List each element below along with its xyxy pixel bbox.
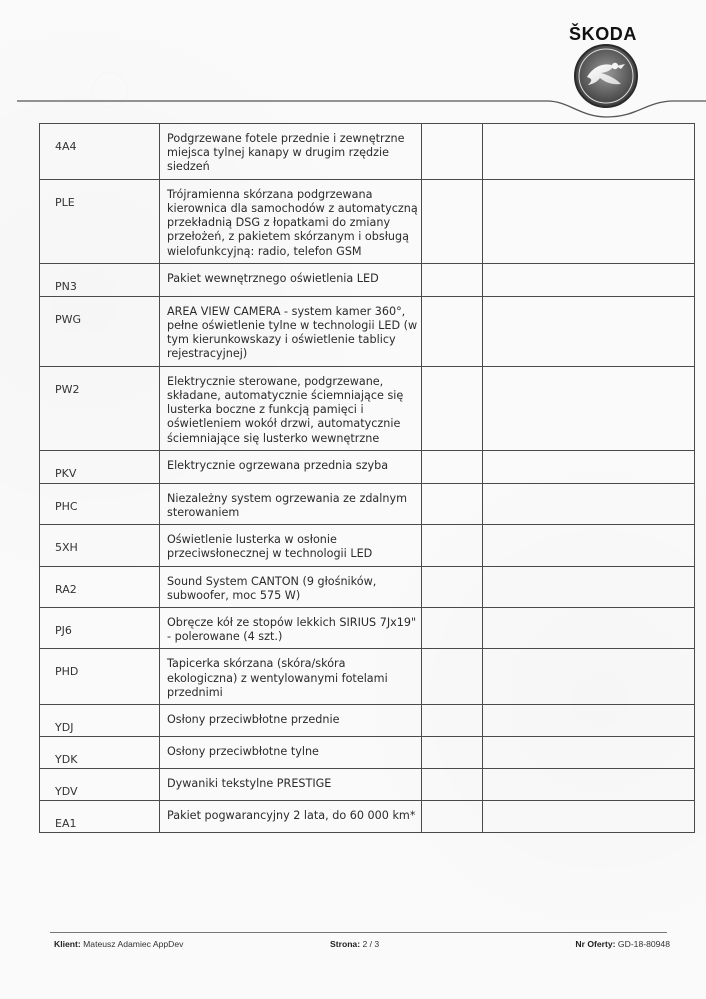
footer-offer-value: GD-18-80948 [617, 939, 670, 949]
option-description: Niezależny system ogrzewania ze zdalnym sterowaniem [160, 483, 422, 524]
option-description: Elektrycznie ogrzewana przednia szyba [160, 450, 422, 483]
empty-column-4 [483, 296, 695, 366]
table-row [40, 296, 695, 366]
option-description: Pakiet pogwarancyjny 2 lata, do 60 000 km* [160, 801, 422, 833]
table-row [40, 525, 695, 566]
equipment-table [39, 123, 695, 833]
empty-column-4 [483, 366, 695, 450]
empty-column-3 [422, 801, 483, 833]
option-code: 5XH [40, 525, 160, 566]
option-code: PJ6 [40, 608, 160, 649]
footer-page [330, 939, 379, 949]
option-code: YDJ [40, 705, 160, 737]
table-row [40, 705, 695, 737]
option-code: EA1 [40, 801, 160, 833]
table-row [40, 450, 695, 483]
option-code: PHD [40, 649, 160, 705]
empty-column-4 [483, 450, 695, 483]
option-description: Sound System CANTON (9 głośników, subwoofer, moc 575 W) [160, 566, 422, 607]
table-row [40, 566, 695, 607]
empty-column-3 [422, 769, 483, 801]
option-description: Obręcze kół ze stopów lekkich SIRIUS 7Jx19" - polerowane (4 szt.) [160, 608, 422, 649]
option-description: Dywaniki tekstylne PRESTIGE [160, 769, 422, 801]
footer-client-value: Mateusz Adamiec AppDev [83, 939, 184, 949]
option-code: PKV [40, 450, 160, 483]
option-description: Osłony przeciwbłotne tylne [160, 737, 422, 769]
empty-column-4 [483, 263, 695, 296]
empty-column-4 [483, 769, 695, 801]
table-row [40, 769, 695, 801]
option-description: Pakiet wewnętrznego oświetlenia LED [160, 263, 422, 296]
footer-offer [575, 939, 670, 949]
table-row [40, 649, 695, 705]
option-code: PHC [40, 483, 160, 524]
table-row [40, 608, 695, 649]
option-code: PWG [40, 296, 160, 366]
option-description: Trójramienna skórzana podgrzewana kierownica dla samochodów z automatyczną przekładnią DSG z łopatkami do zmiany przełożeń, z pakietem skórzanym i obsługą wielofunkcyjną: radio, telefon GSM [160, 179, 422, 263]
empty-column-3 [422, 737, 483, 769]
empty-column-4 [483, 801, 695, 833]
empty-column-4 [483, 737, 695, 769]
option-description: Oświetlenie lusterka w osłonie przeciwsłonecznej w technologii LED [160, 525, 422, 566]
empty-column-3 [422, 483, 483, 524]
option-code: RA2 [40, 566, 160, 607]
empty-column-3 [422, 296, 483, 366]
equipment-table-wrapper [39, 123, 668, 833]
table-row [40, 366, 695, 450]
empty-column-3 [422, 263, 483, 296]
empty-column-3 [422, 124, 483, 180]
empty-column-3 [422, 608, 483, 649]
option-code: PN3 [40, 263, 160, 296]
empty-column-4 [483, 566, 695, 607]
footer-offer-label: Nr Oferty: [575, 939, 616, 949]
empty-column-4 [483, 525, 695, 566]
footer-page-value: 2 / 3 [362, 939, 380, 949]
empty-column-3 [422, 649, 483, 705]
equipment-table-body [40, 124, 695, 833]
footer-divider [50, 932, 667, 933]
empty-column-3 [422, 179, 483, 263]
skoda-winged-arrow-icon [572, 42, 640, 110]
option-code: YDV [40, 769, 160, 801]
empty-column-4 [483, 608, 695, 649]
option-description: Elektrycznie sterowane, podgrzewane, składane, automatycznie ściemniające się lusterka boczne z funkcją pamięci i oświetleniem wokół drzwi, automatycznie ściemniające się lusterko wewnętrzne [160, 366, 422, 450]
table-row [40, 483, 695, 524]
empty-column-3 [422, 525, 483, 566]
empty-column-3 [422, 566, 483, 607]
footer-client [54, 939, 183, 949]
table-row [40, 801, 695, 833]
footer-client-label: Klient: [54, 939, 81, 949]
empty-column-4 [483, 124, 695, 180]
option-code: YDK [40, 737, 160, 769]
empty-column-4 [483, 705, 695, 737]
option-code: PLE [40, 179, 160, 263]
brand-name: ŠKODA [568, 24, 637, 44]
empty-column-4 [483, 483, 695, 524]
option-description: Podgrzewane fotele przednie i zewnętrzne miejsca tylnej kanapy w drugim rzędzie siedzeń [160, 124, 422, 180]
empty-column-3 [422, 366, 483, 450]
option-description: Tapicerka skórzana (skóra/skóra ekologiczna) z wentylowanymi fotelami przednimi [160, 649, 422, 705]
empty-column-3 [422, 705, 483, 737]
footer-page-label: Strona: [330, 939, 361, 949]
option-description: AREA VIEW CAMERA - system kamer 360°, pełne oświetlenie tylne w technologii LED (w tym kierunkowskazy i oświetlenie tablicy rejestracyjnej) [160, 296, 422, 366]
table-row [40, 737, 695, 769]
empty-column-4 [483, 649, 695, 705]
document-footer [50, 939, 670, 957]
empty-column-3 [422, 450, 483, 483]
table-row [40, 124, 695, 180]
option-code: 4A4 [40, 124, 160, 180]
option-code: PW2 [40, 366, 160, 450]
table-row [40, 263, 695, 296]
empty-column-4 [483, 179, 695, 263]
option-description: Osłony przeciwbłotne przednie [160, 705, 422, 737]
table-row [40, 179, 695, 263]
